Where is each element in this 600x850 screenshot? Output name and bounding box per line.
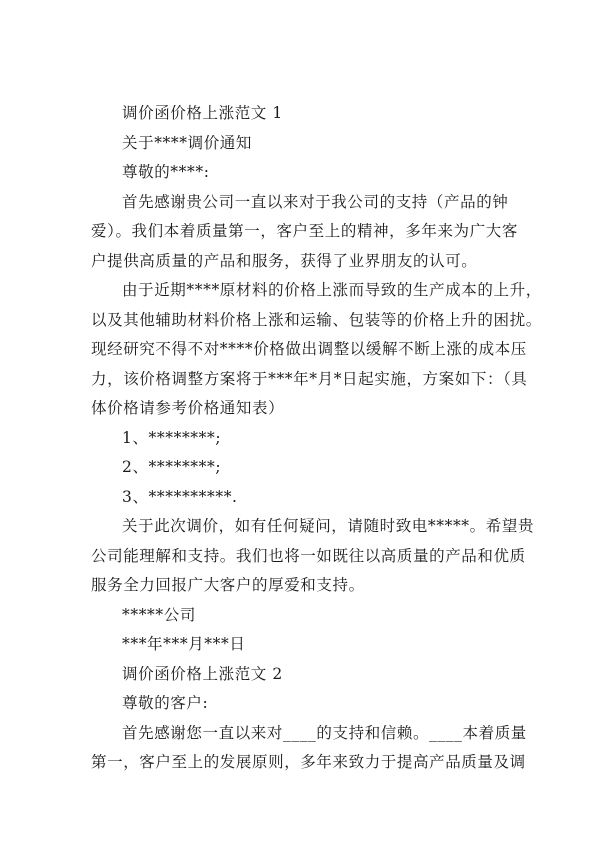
- company-signature: *****公司: [122, 606, 196, 624]
- heading-sample-2: 调价函价格上涨范文 2: [122, 665, 283, 683]
- notice-subject: 关于****调价通知: [122, 134, 253, 152]
- paragraph-line: 公司能理解和支持。我们也将一如既往以高质量的产品和优质: [91, 547, 526, 565]
- paragraph-line: 服务全力回报广大客户的厚爱和支持。: [91, 576, 365, 594]
- paragraph-line: 力，该价格调整方案将于***年*月*日起实施，方案如下：（具: [91, 370, 528, 388]
- paragraph-line: 爱）。我们本着质量第一，客户至上的精神，多年来为广大客: [91, 222, 518, 240]
- signature-date: ***年***月***日: [122, 635, 246, 653]
- paragraph-line: 现经研究不得不对****价格做出调整以缓解不断上涨的成本压: [91, 340, 527, 358]
- paragraph-line: 体价格请参考价格通知表）: [91, 399, 285, 417]
- paragraph-line: 关于此次调价，如有任何疑问，请随时致电*****。希望贵: [122, 517, 535, 535]
- paragraph-line: 由于近期****原材料的价格上涨而导致的生产成本的上升，: [122, 281, 542, 299]
- paragraph-line: 首先感谢贵公司一直以来对于我公司的支持（产品的钟: [122, 193, 509, 211]
- list-item: 3、**********.: [122, 488, 238, 506]
- list-item: 2、********;: [122, 458, 222, 476]
- paragraph-line: 首先感谢您一直以来对____的支持和信赖。____本着质量: [122, 724, 527, 742]
- paragraph-line: 以及其他辅助材料价格上涨和运输、包装等的价格上升的困扰。: [91, 311, 542, 329]
- salutation: 尊敬的客户:: [122, 694, 209, 712]
- list-item: 1、********;: [122, 429, 222, 447]
- heading-sample-1: 调价函价格上涨范文 1: [122, 104, 283, 122]
- salutation: 尊敬的****:: [122, 163, 210, 181]
- paragraph-line: 户提供高质量的产品和服务，获得了业界朋友的认可。: [91, 252, 478, 270]
- paragraph-line: 第一，客户至上的发展原则，多年来致力于提高产品质量及调: [91, 753, 526, 771]
